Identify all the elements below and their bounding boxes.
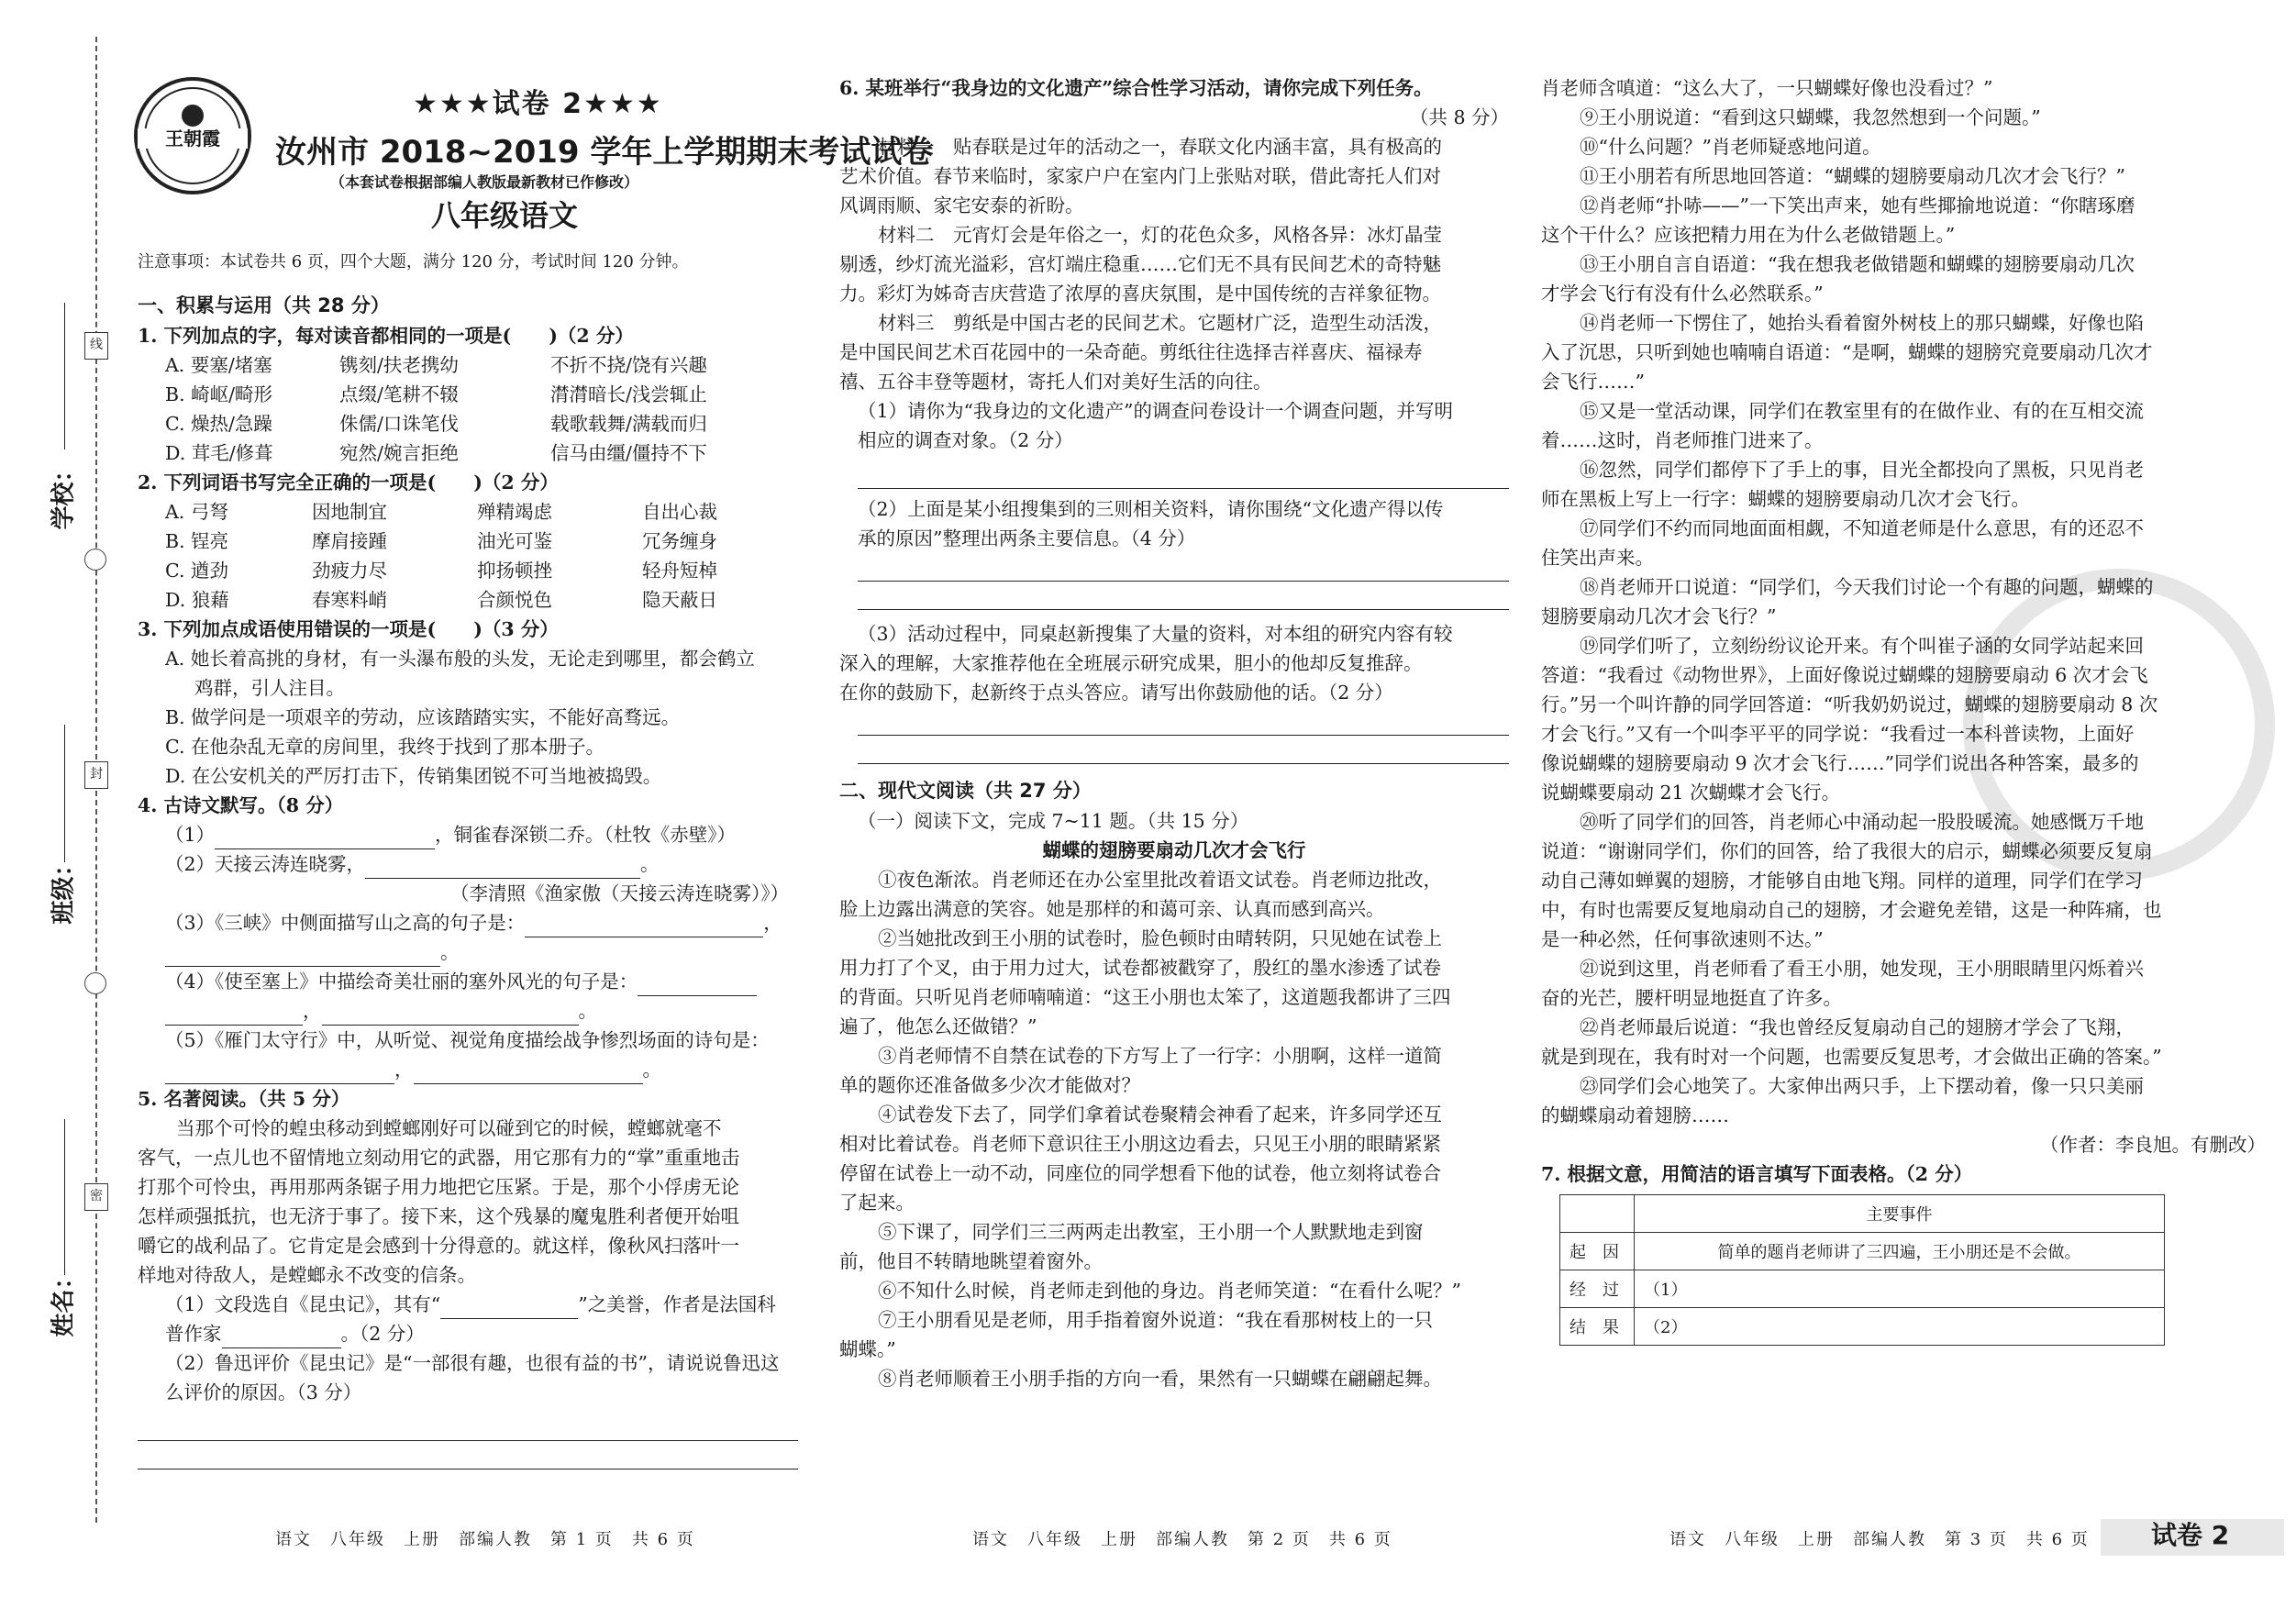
question-6: 6. 某班举行“我身边的文化遗产”综合性学习活动，请你完成下列任务。 <box>839 77 1433 99</box>
story-line: ⑭肖老师一下愣住了，她抬头看着窗外树枝上的那只蝴蝶，好像也陷 <box>1580 312 2144 334</box>
material-2-line: 力。彩灯为姊奇吉庆营造了浓厚的喜庆氛围，是中国传统的吉祥象征物。 <box>839 283 1441 305</box>
q2-option-c-word: 抑扬顿挫 <box>477 560 552 582</box>
q4-3-blank-2[interactable] <box>165 946 440 967</box>
reading-intro: （一）阅读下文，完成 7~11 题。（共 15 分） <box>858 810 1249 832</box>
q4-4-period: 。 <box>578 1000 597 1022</box>
q2-option-d[interactable]: D. 狼藉 <box>165 589 229 611</box>
q5-passage-line: 样地对待敌人，是螳螂永不改变的信条。 <box>138 1264 476 1286</box>
name-field[interactable] <box>64 1119 65 1275</box>
material-1 <box>839 132 1509 220</box>
q1-option-a2: 镌刻/扶老携幼 <box>339 354 459 376</box>
q4-3 <box>138 908 798 937</box>
q3-option-b[interactable]: B. 做学问是一项艰辛的劳动，应该踏踏实实，不能好高骛远。 <box>165 706 681 728</box>
story-line: 会飞行……” <box>1541 371 1645 393</box>
q1-option-b2: 点缀/笔耕不辍 <box>339 383 459 405</box>
q4-5-cont <box>138 1055 798 1084</box>
q4-2-suffix: 。 <box>640 853 660 875</box>
story-line: 说道：“谢谢同学们，你们的回答，给了我很大的启示，蝴蝶必须要反复扇 <box>1541 840 2153 862</box>
story-line: ⑮又是一堂活动课，同学们在教室里有的在做作业、有的在互相交流 <box>1580 400 2144 422</box>
q6-3-answer-line[interactable] <box>858 707 1509 736</box>
q6-score: （共 8 分） <box>1409 106 1509 128</box>
q4-1 <box>138 820 798 849</box>
q2-option-c-word: 劲疲力尽 <box>312 560 387 582</box>
q5-1-score: 。（2 分） <box>340 1323 425 1345</box>
q4-5-prompt: （5）《雁门太守行》中，从听觉、视觉角度描绘战争惨烈场面的诗句是： <box>165 1029 770 1051</box>
q4-3-cont <box>138 937 798 967</box>
binding-hole <box>84 972 106 994</box>
footer-paper-tag: 试卷 2 <box>2151 1520 2230 1550</box>
q4-4-prompt: （4）《使至塞上》中描绘奇美壮丽的塞外风光的句子是： <box>165 970 638 993</box>
story-line: 翅膀要扇动几次才会飞行？” <box>1541 605 1777 627</box>
binding-tag-xian: 线 <box>84 332 108 360</box>
q5-1-prefix: （1）文段选自《昆虫记》，其有“ <box>165 1293 441 1315</box>
q4-3-prompt: （3）《三峡》中侧面描写山之高的句子是： <box>165 912 526 934</box>
material-3-line: 是中国民间艺术百花园中的一朵奇葩。剪纸往往选择吉祥喜庆、福禄寿 <box>839 341 1423 363</box>
table-header: 主要事件 <box>1635 1195 2165 1233</box>
q4-5-comma: ， <box>394 1059 414 1081</box>
story-title: 蝴蝶的翅膀要扇动几次才会飞行 <box>1042 839 1306 861</box>
table-row <box>1560 1308 2165 1346</box>
q4-2-blank[interactable] <box>365 858 640 879</box>
q2-option-a[interactable]: A. 弓弩 <box>165 501 228 523</box>
page-2 <box>821 0 1527 1597</box>
question-7: 7. 根据文意，用简洁的语言填写下面表格。（2 分） <box>1541 1163 1973 1185</box>
story-line: 单的题你还准备做多少次才能做对？ <box>839 1074 1140 1096</box>
q3-option-d[interactable]: D. 在公安机关的严厉打击下，传销集团锐不可当地被捣毁。 <box>165 765 662 787</box>
story-line: 了起来。 <box>839 1192 915 1214</box>
story-line: ③肖老师情不自禁在试卷的下方写上了一行字：小朋啊，这样一道简 <box>878 1045 1442 1067</box>
q1-option-b3: 潸潸暗长/浅尝辄止 <box>550 383 707 405</box>
q4-1-suffix: ，铜雀春深锁二乔。（杜牧《赤壁》） <box>435 824 737 846</box>
q4-2 <box>138 849 798 879</box>
story-line: ②当她批改到王小朋的试卷时，脸色顿时由晴转阴，只见她在试卷上 <box>878 927 1442 949</box>
school-field[interactable] <box>64 303 65 449</box>
brand-logo <box>128 72 257 200</box>
row-value: 简单的题肖老师讲了三四遍，王小朋还是不会做。 <box>1635 1233 2165 1270</box>
story-line: 像说蝴蝶的翅膀要扇动 9 次才会飞行……”同学们说出各种答案，最多的 <box>1541 752 2139 774</box>
q6-2-answer-line[interactable] <box>858 553 1509 582</box>
material-3-line: 材料三 剪纸是中国古老的民间艺术。它题材广泛，造型生动活泼， <box>878 312 1442 334</box>
row-label: 经 过 <box>1560 1270 1635 1308</box>
q5-1 <box>138 1290 798 1319</box>
q4-5 <box>138 1026 798 1055</box>
story-line: 答道：“我看过《动物世界》，上面好像说过蝴蝶的翅膀要扇动 6 次才会飞 <box>1541 664 2148 686</box>
binding-hole <box>84 549 106 571</box>
q2-option-b[interactable]: B. 锃亮 <box>165 530 229 552</box>
class-field[interactable] <box>64 725 65 862</box>
story-line: 前，他目不转睛地眺望着窗外。 <box>839 1250 1103 1272</box>
row-answer-cell[interactable]: （2） <box>1635 1308 2165 1346</box>
q1-option-d1[interactable]: D. 茸毛/修葺 <box>165 442 273 464</box>
story-line: 动自己薄如蝉翼的翅膀，才能够自由地飞翔。同样的道理，同学们在学习 <box>1541 870 2143 892</box>
story-line: ①夜色渐浓。肖老师还在办公室里批改着语文试卷。肖老师边批改， <box>878 869 1442 891</box>
q2-option-a-word: 殚精竭虑 <box>477 501 552 523</box>
story-line: 住笑出声来。 <box>1541 547 1654 569</box>
story-line: 才会飞行。”又有一个叫李平平的同学说：“我看过一本科普读物，上面好 <box>1541 723 2135 745</box>
q2-option-d-word: 春寒料峭 <box>312 589 387 611</box>
q5-1-cont <box>138 1319 798 1348</box>
question-5: 5. 名著阅读。（共 5 分） <box>138 1088 350 1110</box>
material-3-line: 禧、五谷丰登等题材，寄托人们对美好生活的向往。 <box>839 371 1272 393</box>
q1-option-b1[interactable]: B. 崎岖/畸形 <box>165 383 273 405</box>
exam-title: 汝州市 2018~2019 学年上学期期末考试试卷 <box>275 134 934 171</box>
story-line: ⑲同学们听了，立刻纷纷议论开来。有个叫崔子涵的女同学站起来回 <box>1580 635 2144 657</box>
material-1-line: 风调雨顺、家宅安泰的祈盼。 <box>839 194 1084 216</box>
q5-1-blank-1[interactable] <box>440 1298 578 1319</box>
q6-2-prompt: （2）上面是某小组搜集到的三则相关资料，请你围绕“文化遗产得以传 <box>858 498 1444 520</box>
q5-2-answer-line[interactable] <box>138 1441 798 1469</box>
q4-2-prefix: （2）天接云涛连晓雾， <box>165 853 366 875</box>
name-label: 姓名： <box>50 1265 78 1337</box>
story-line: ⑤下课了，同学们三三两两走出教室，王小朋一个人默默地走到窗 <box>878 1221 1424 1243</box>
material-3 <box>839 308 1509 396</box>
exam-subtitle: （本套试卷根据部编人教版最新教材已作修改） <box>330 173 639 191</box>
q5-2: （2）鲁迅评价《昆虫记》是“一部很有趣，也很有益的书”，请说说鲁迅这 <box>165 1352 780 1374</box>
question-4: 4. 古诗文默写。（8 分） <box>138 794 344 816</box>
q1-option-c1[interactable]: C. 燥热/急躁 <box>165 413 272 435</box>
story-line: ⑧肖老师顺着王小朋手指的方向一看，果然有一只蝴蝶在翩翩起舞。 <box>878 1368 1442 1390</box>
material-2-line: 剔透，纱灯流光溢彩，宫灯端庄稳重……它们无不具有民间艺术的奇特魅 <box>839 253 1441 275</box>
binding-tag-mi: 密 <box>84 1183 108 1211</box>
material-2 <box>839 220 1509 308</box>
q4-4-blank-1[interactable] <box>638 975 757 996</box>
q6-3-prompt-cont: 在你的鼓励下，赵新终于点头答应。请写出你鼓励他的话。（2 分） <box>839 682 1393 704</box>
question-3: 3. 下列加点成语使用错误的一项是( )（3 分） <box>138 618 559 640</box>
q4-5-period: 。 <box>642 1059 661 1081</box>
story-line: ⑱肖老师开口说道：“同学们，今天我们讨论一个有趣的问题，蝴蝶的 <box>1580 576 2154 598</box>
q2-option-a-word: 因地制宜 <box>312 501 387 523</box>
q4-3-period: 。 <box>440 941 460 963</box>
svg-text:王朝霞: 王朝霞 <box>165 128 220 150</box>
story-line: 才学会飞行有没有什么必然联系。” <box>1541 283 1824 305</box>
story-line: 入了沉思，只听到她也喃喃自语道：“是啊，蝴蝶的翅膀究竟要扇动几次才 <box>1541 341 2153 363</box>
story-line: ⑯忽然，同学们都停下了手上的事，目光全都投向了黑板，只见肖老 <box>1580 459 2144 481</box>
story-line: ⑨王小朋说道：“看到这只蝴蝶，我忽然想到一个问题。” <box>1580 106 2041 128</box>
story-line: 中，有时也需要反复地扇动自己的翅膀，才会避免差错，这是一种阵痛，也 <box>1541 899 2162 921</box>
story-line: ⑳听了同学们的回答，肖老师心中涌动起一股股暖流。她感慨万千地 <box>1580 811 2144 833</box>
binding-tag-feng: 封 <box>84 761 108 789</box>
q4-4-blank-2[interactable] <box>322 1004 579 1026</box>
story-line: ⑩“什么问题？”肖老师疑惑地问道。 <box>1580 136 1881 158</box>
story-line: 行。”另一个叫许静的同学回答道：“听我奶奶说过，蝴蝶的翅膀要扇动 8 次 <box>1541 693 2158 715</box>
story-line: 的背面。只听见肖老师喃喃道：“这王小朋也太笨了，这道题我都讲了三四 <box>839 986 1451 1008</box>
story-line: ⑦王小朋看见是老师，用手指着窗外说道：“我在看那树枝上的一只 <box>878 1309 1433 1331</box>
story-line: 奋的光芒，腰杆明显地挺直了许多。 <box>1541 987 1842 1009</box>
row-label: 结 果 <box>1560 1308 1635 1346</box>
q3-option-c[interactable]: C. 在他杂乱无章的房间里，我终于找到了那本册子。 <box>165 736 605 758</box>
q4-3-blank-1[interactable] <box>525 916 763 937</box>
class-label: 班级： <box>50 852 78 925</box>
story-line: 就是到现在，我有时对一个问题，也需要反复思考，才会做出正确的答案。” <box>1541 1046 2162 1068</box>
story-line: 这个干什么？应该把精力用在为什么老做错题上。” <box>1541 224 1956 246</box>
q1-option-a1[interactable]: A. 要塞/堵塞 <box>165 354 272 376</box>
q4-5-blank-2[interactable] <box>414 1063 643 1084</box>
story-line: ④试卷发下去了，同学们拿着试卷聚精会神看了起来，许多同学还互 <box>878 1103 1442 1126</box>
q2-option-b-word: 油光可鉴 <box>477 530 552 552</box>
q2-option-a-word: 自出心裁 <box>642 501 717 523</box>
page-2-footer: 语文 八年级 上册 部编人教 第 2 页 共 6 页 <box>972 1530 1392 1549</box>
story-line: ㉓同学们会心地笑了。大家伸出两只手，上下摆动着，像一只只美丽 <box>1580 1075 2144 1097</box>
q6-2-answer-line[interactable] <box>858 582 1509 610</box>
q1-options <box>138 350 798 468</box>
q4-3-comma: ， <box>763 912 782 934</box>
material-1-line: 艺术价值。春节来临时，家家户户在室内门上张贴对联，借此寄托人们对 <box>839 165 1441 187</box>
q5-passage-line: 嚼它的战利品了。它肯定是会感到十分得意的。就这样，像秋风扫落叶一 <box>138 1235 739 1257</box>
story-text-page-3 <box>1541 73 2266 1130</box>
story-line: ㉒肖老师最后说道：“我也曾经反复扇动自己的翅膀才学会了飞翔， <box>1580 1016 2135 1038</box>
story-line: 相对比着试卷。肖老师下意识往王小朋这边看去，只见王小朋的眼睛紧紧 <box>839 1133 1441 1155</box>
q3-option-a-cont: 鸡群，引人注目。 <box>194 677 345 699</box>
q4-4-cont <box>138 996 798 1026</box>
q1-option-c3: 载歌载舞/满载而归 <box>550 413 707 435</box>
q2-option-d-word: 隐天蔽日 <box>642 589 717 611</box>
q6-1-prompt: （1）请你为“我身边的文化遗产”的调查问卷设计一个调查问题，并写明 <box>858 400 1454 422</box>
q2-option-b-word: 摩肩接踵 <box>312 530 387 552</box>
q5-1-blank-2[interactable] <box>222 1327 341 1348</box>
section-1-heading: 一、积累与运用（共 28 分） <box>138 294 390 316</box>
story-line: ⑰同学们不约而同地面面相觑，不知道老师是什么意思，有的还忍不 <box>1580 517 2144 539</box>
q5-passage-line: 客气，一点儿也不留情地立刻动用它的武器，用它那有力的“掌”重重地击 <box>138 1147 740 1169</box>
q4-2-source: （李清照《渔家傲（天接云涛连晓雾）》） <box>450 882 789 904</box>
q5-1-label: 普作家 <box>165 1323 222 1345</box>
page-1-footer: 语文 八年级 上册 部编人教 第 1 页 共 6 页 <box>275 1530 695 1549</box>
q6-2-prompt-cont: 承的原因”整理出两条主要信息。（4 分） <box>858 527 1196 549</box>
q5-1-mid: ”之美誉，作者是法国科 <box>578 1293 776 1315</box>
notice: 注意事项：本试卷共 6 页，四个大题，满分 120 分，考试时间 120 分钟。 <box>138 252 689 272</box>
exam-subject: 八年级语文 <box>431 198 579 233</box>
school-label: 学校： <box>50 458 78 530</box>
q2-option-d-word: 合颜悦色 <box>477 589 552 611</box>
story-line: 着……这时，肖老师推门进来了。 <box>1541 429 1824 451</box>
table-row <box>1560 1270 2165 1308</box>
material-2-line: 材料二 元宵灯会是年俗之一，灯的花色众多，风格各异：冰灯晶莹 <box>878 224 1442 246</box>
q3-option-a[interactable]: A. 她长着高挑的身材，有一头瀑布般的头发，无论走到哪里，都会鹤立 <box>165 648 755 670</box>
story-line: ⑬王小朋自言自语道：“我在想我老做错题和蝴蝶的翅膀要扇动几次 <box>1580 253 2135 275</box>
q6-3-prompt-cont: 深入的理解，大家推荐他在全班展示研究成果，胆小的他却反复推辞。 <box>839 652 1423 674</box>
q1-option-a3: 不折不挠/饶有兴趣 <box>550 354 707 376</box>
story-line: 用力打了个叉，由于用力过大，试卷都被戳穿了，殷红的墨水渗透了试卷 <box>839 957 1441 979</box>
q5-passage-line: 当那个可怜的蝗虫移动到螳螂刚好可以碰到它的时候，螳螂就毫不 <box>176 1117 722 1139</box>
story-text-page-2 <box>839 865 1509 1393</box>
q5-passage-line: 怎样顽强抵抗，也无济于事了。接下来，这个残暴的魔鬼胜利者便开始咀 <box>138 1205 739 1227</box>
q1-option-c2: 侏儒/口诛笔伐 <box>339 413 459 435</box>
story-line: 停留在试卷上一动不动，同座位的同学想看下他的试卷，他立刻将试卷合 <box>839 1162 1441 1184</box>
story-line: ⑪王小朋若有所思地回答道：“蝴蝶的翅膀要扇动几次才会飞行？” <box>1580 165 2125 187</box>
story-line: 蝴蝶。” <box>839 1338 896 1360</box>
q1-option-d2: 宛然/婉言拒绝 <box>339 442 459 464</box>
story-line: 遍了，他怎么还做错？” <box>839 1015 1037 1037</box>
q4-4 <box>138 967 798 996</box>
question-2: 2. 下列词语书写完全正确的一项是( )（2 分） <box>138 471 559 494</box>
story-line: 肖老师含嗔道：“这么大了，一只蝴蝶好像也没看过？” <box>1541 77 1993 99</box>
q6-3-answer-line[interactable] <box>858 736 1509 764</box>
paper-tag: ★★★试卷 2★★★ <box>413 88 663 120</box>
q4-4-blank-1b[interactable] <box>165 1004 303 1026</box>
story-line: 是一种必然，任何事欲速则不达。” <box>1541 928 1824 950</box>
question-1: 1. 下列加点的字，每对读音都相同的一项是( )（2 分） <box>138 325 634 347</box>
page-3-footer: 语文 八年级 上册 部编人教 第 3 页 共 6 页 <box>1669 1530 2090 1549</box>
q6-3-prompt: （3）活动过程中，同桌赵新搜集了大量的资料，对本组的研究内容有较 <box>858 623 1453 645</box>
q5-passage-line: 打那个可怜虫，再用那两条锯子用力地把它压紧。于是，那个小俘虏无论 <box>138 1176 739 1198</box>
q2-option-b-word: 冗务缠身 <box>642 530 717 552</box>
row-label: 起 因 <box>1560 1233 1635 1270</box>
story-line: ⑫肖老师“扑哧——”一下笑出声来，她有些揶揄地说道：“你瞎琢磨 <box>1580 194 2135 216</box>
q4-5-blank-1[interactable] <box>165 1063 394 1084</box>
story-line: 的蝴蝶扇动着翅膀…… <box>1541 1104 1729 1126</box>
q6-1-answer-line[interactable] <box>858 460 1509 489</box>
section-2-heading: 二、现代文阅读（共 27 分） <box>839 780 1092 802</box>
story-line: 说蝴蝶要扇动 21 次蝴蝶才会飞行。 <box>1541 782 1841 804</box>
q4-4-comma: ， <box>303 1000 322 1022</box>
q5-passage <box>138 1114 798 1290</box>
story-line: ⑥不知什么时候，肖老师走到他的身边。肖老师笑道：“在看什么呢？” <box>878 1280 1461 1302</box>
q1-option-d3: 信马由缰/僵持不下 <box>550 442 707 464</box>
q6-1-prompt-cont: 相应的调查对象。（2 分） <box>858 429 1073 451</box>
q5-2-answer-line[interactable] <box>138 1413 798 1441</box>
q4-1-prefix: （1） <box>165 824 216 846</box>
q4-1-blank[interactable] <box>215 828 435 849</box>
table-corner <box>1560 1195 1635 1233</box>
story-author: （作者：李良旭。有删改） <box>2040 1134 2266 1156</box>
q2-option-c-word: 轻舟短棹 <box>642 560 717 582</box>
row-answer-cell[interactable]: （1） <box>1635 1270 2165 1308</box>
q2-option-c[interactable]: C. 遒劲 <box>165 560 228 582</box>
story-line: 师在黑板上写上一行字：蝴蝶的翅膀要扇动几次才会飞行。 <box>1541 488 2030 510</box>
event-table <box>1559 1194 2165 1346</box>
q2-options <box>138 497 798 615</box>
q5-2-cont: 么评价的原因。（3 分） <box>165 1381 362 1403</box>
story-line: 脸上边露出满意的笑容。她是那样的和蔼可亲、认真而感到高兴。 <box>839 898 1385 920</box>
material-1-line: 材料一 贴春联是过年的活动之一，春联文化内涵丰富，具有极高的 <box>878 136 1442 158</box>
table-row <box>1560 1233 2165 1270</box>
page-3 <box>1527 0 2296 1597</box>
story-line: ㉑说到这里，肖老师看了看王小朋，她发现，王小朋眼睛里闪烁着兴 <box>1580 958 2144 980</box>
